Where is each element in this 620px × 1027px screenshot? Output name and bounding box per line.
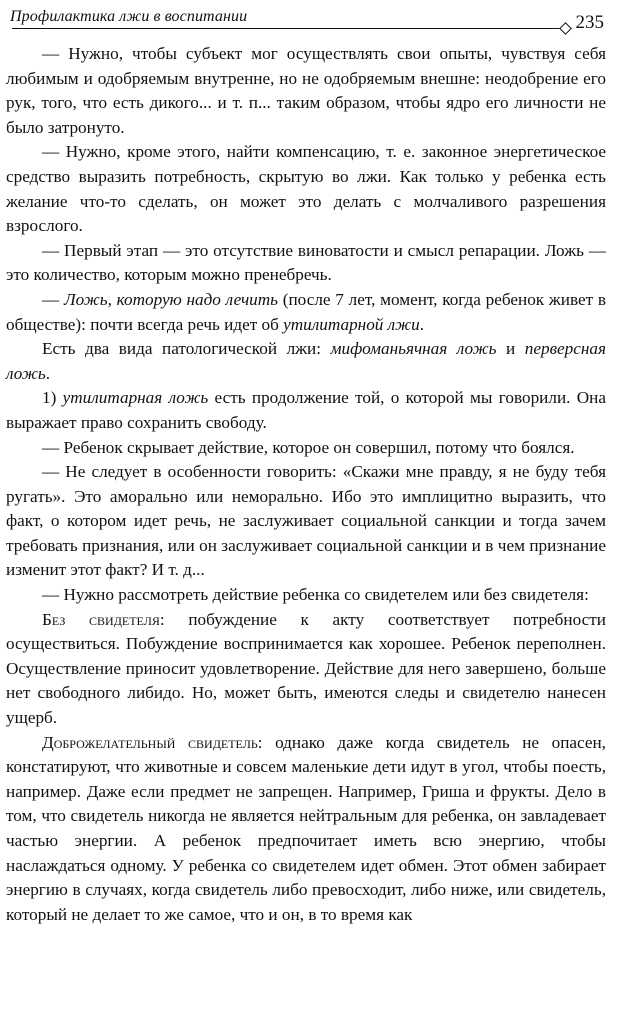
paragraph — [6, 731, 606, 928]
text-run: 1) — [42, 388, 63, 408]
paragraph — [6, 337, 606, 386]
paragraph — [6, 436, 606, 461]
diamond-ornament-icon — [559, 22, 572, 35]
text-run: (после 7 лет, момент, когда ребенок живет в обществе): почти всегда речь идет об — [6, 289, 606, 334]
running-title: Профилактика лжи в воспитании — [10, 8, 248, 25]
paragraph — [6, 140, 606, 238]
text-run: — Ребенок скрывает действие, которое он совершил, потому что боялся. — [42, 437, 575, 457]
text-run: есть продолжение той, о которой мы говорили. Она выражает право сохранить свободу. — [6, 388, 606, 432]
text-run: — Нужно рассмотреть действие ребенка со свидетелем или без свидетеля: — [42, 585, 589, 605]
italic-term: мифоманьячная ложь — [330, 339, 497, 359]
header-rule — [12, 28, 566, 29]
italic-term: утилитарной лжи — [283, 314, 420, 334]
small-caps-heading: Доброжелательный свидетель — [42, 732, 258, 752]
text-run: . — [419, 314, 425, 334]
text-run: . — [45, 363, 50, 383]
paragraph — [6, 608, 606, 731]
text-run: — Первый этап — это отсутствие виноватости и смысл репарации. Ложь — это количество, которым можно пренебречь. — [6, 240, 606, 285]
italic-term: перверсная ложь — [6, 339, 606, 383]
page-number: 235 — [575, 12, 604, 33]
text-run: — Нужно, кроме этого, найти компенсацию, т. е. законное энергетическое средство выразить потребность, скрытую во лжи. Как только у ребенка есть желание что-то сделать, он может это делать с молчаливого разрешения взрослого. — [6, 142, 606, 236]
paragraph — [6, 239, 606, 288]
italic-term: утилитарная ложь — [62, 388, 209, 408]
text-run: — — [42, 289, 64, 309]
paragraph — [6, 42, 606, 140]
page-header — [6, 6, 606, 38]
paragraph — [6, 288, 606, 337]
paragraph — [6, 583, 606, 608]
text-run: — Не следует в особенности говорить: «Скажи мне правду, я не буду тебя ругать». Это аморально или неморально. Ибо это имплицитно выразить, что факт, о котором идет речь, не заслуживает социальной санкции и тогда зачем требовать признания, или он заслуживает социальной санкции и в чем признание изменит этот факт? И т. д... — [6, 462, 606, 580]
body-text — [6, 42, 606, 927]
italic-term: Ложь, которую надо лечить — [63, 289, 278, 309]
small-caps-heading: Без свидетеля — [42, 609, 160, 629]
text-run: : однако даже когда свидетель не опасен, констатируют, что животные и совсем маленькие дети идут в угол, чтобы поесть, например. Даже если предмет не запрещен. Например, Гриша и фрукты. Дело в том, что свидетель никогда не является нейтральным для ребенка, он завладевает частью энергии. А ребенок предпочитает иметь всю энергию, чтобы наслаждаться одному. У ребенка со свидетелем идет обмен. Этот обмен забирает энергию в случаях, когда свидетель либо превосходит, либо ниже, или свидетель, который не делает то же самое, что и он, в то время как — [6, 732, 606, 924]
text-run: : побуждение к акту соответствует потребности осуществиться. Побуждение воспринимается как хорошее. Ребенок переполнен. Осуществление приносит удовлетворение. Действие для него завершено, больше нет свободного либидо. Но, может быть, имеются следы и свидетелю нанесен ущерб. — [6, 609, 606, 728]
paragraph — [6, 386, 606, 435]
text-run: Есть два вида патологической лжи: — [42, 339, 331, 359]
text-run: — Нужно, чтобы субъект мог осуществлять свои опыты, чувствуя себя любимым и одобряемым внутренне, но не одобряемым внешне: неодобрение его рук, того, что есть дикого... и т. п... таким образом, чтобы ядро его личности не было затронуто. — [6, 44, 606, 137]
text-run: и — [496, 339, 525, 359]
paragraph — [6, 460, 606, 583]
